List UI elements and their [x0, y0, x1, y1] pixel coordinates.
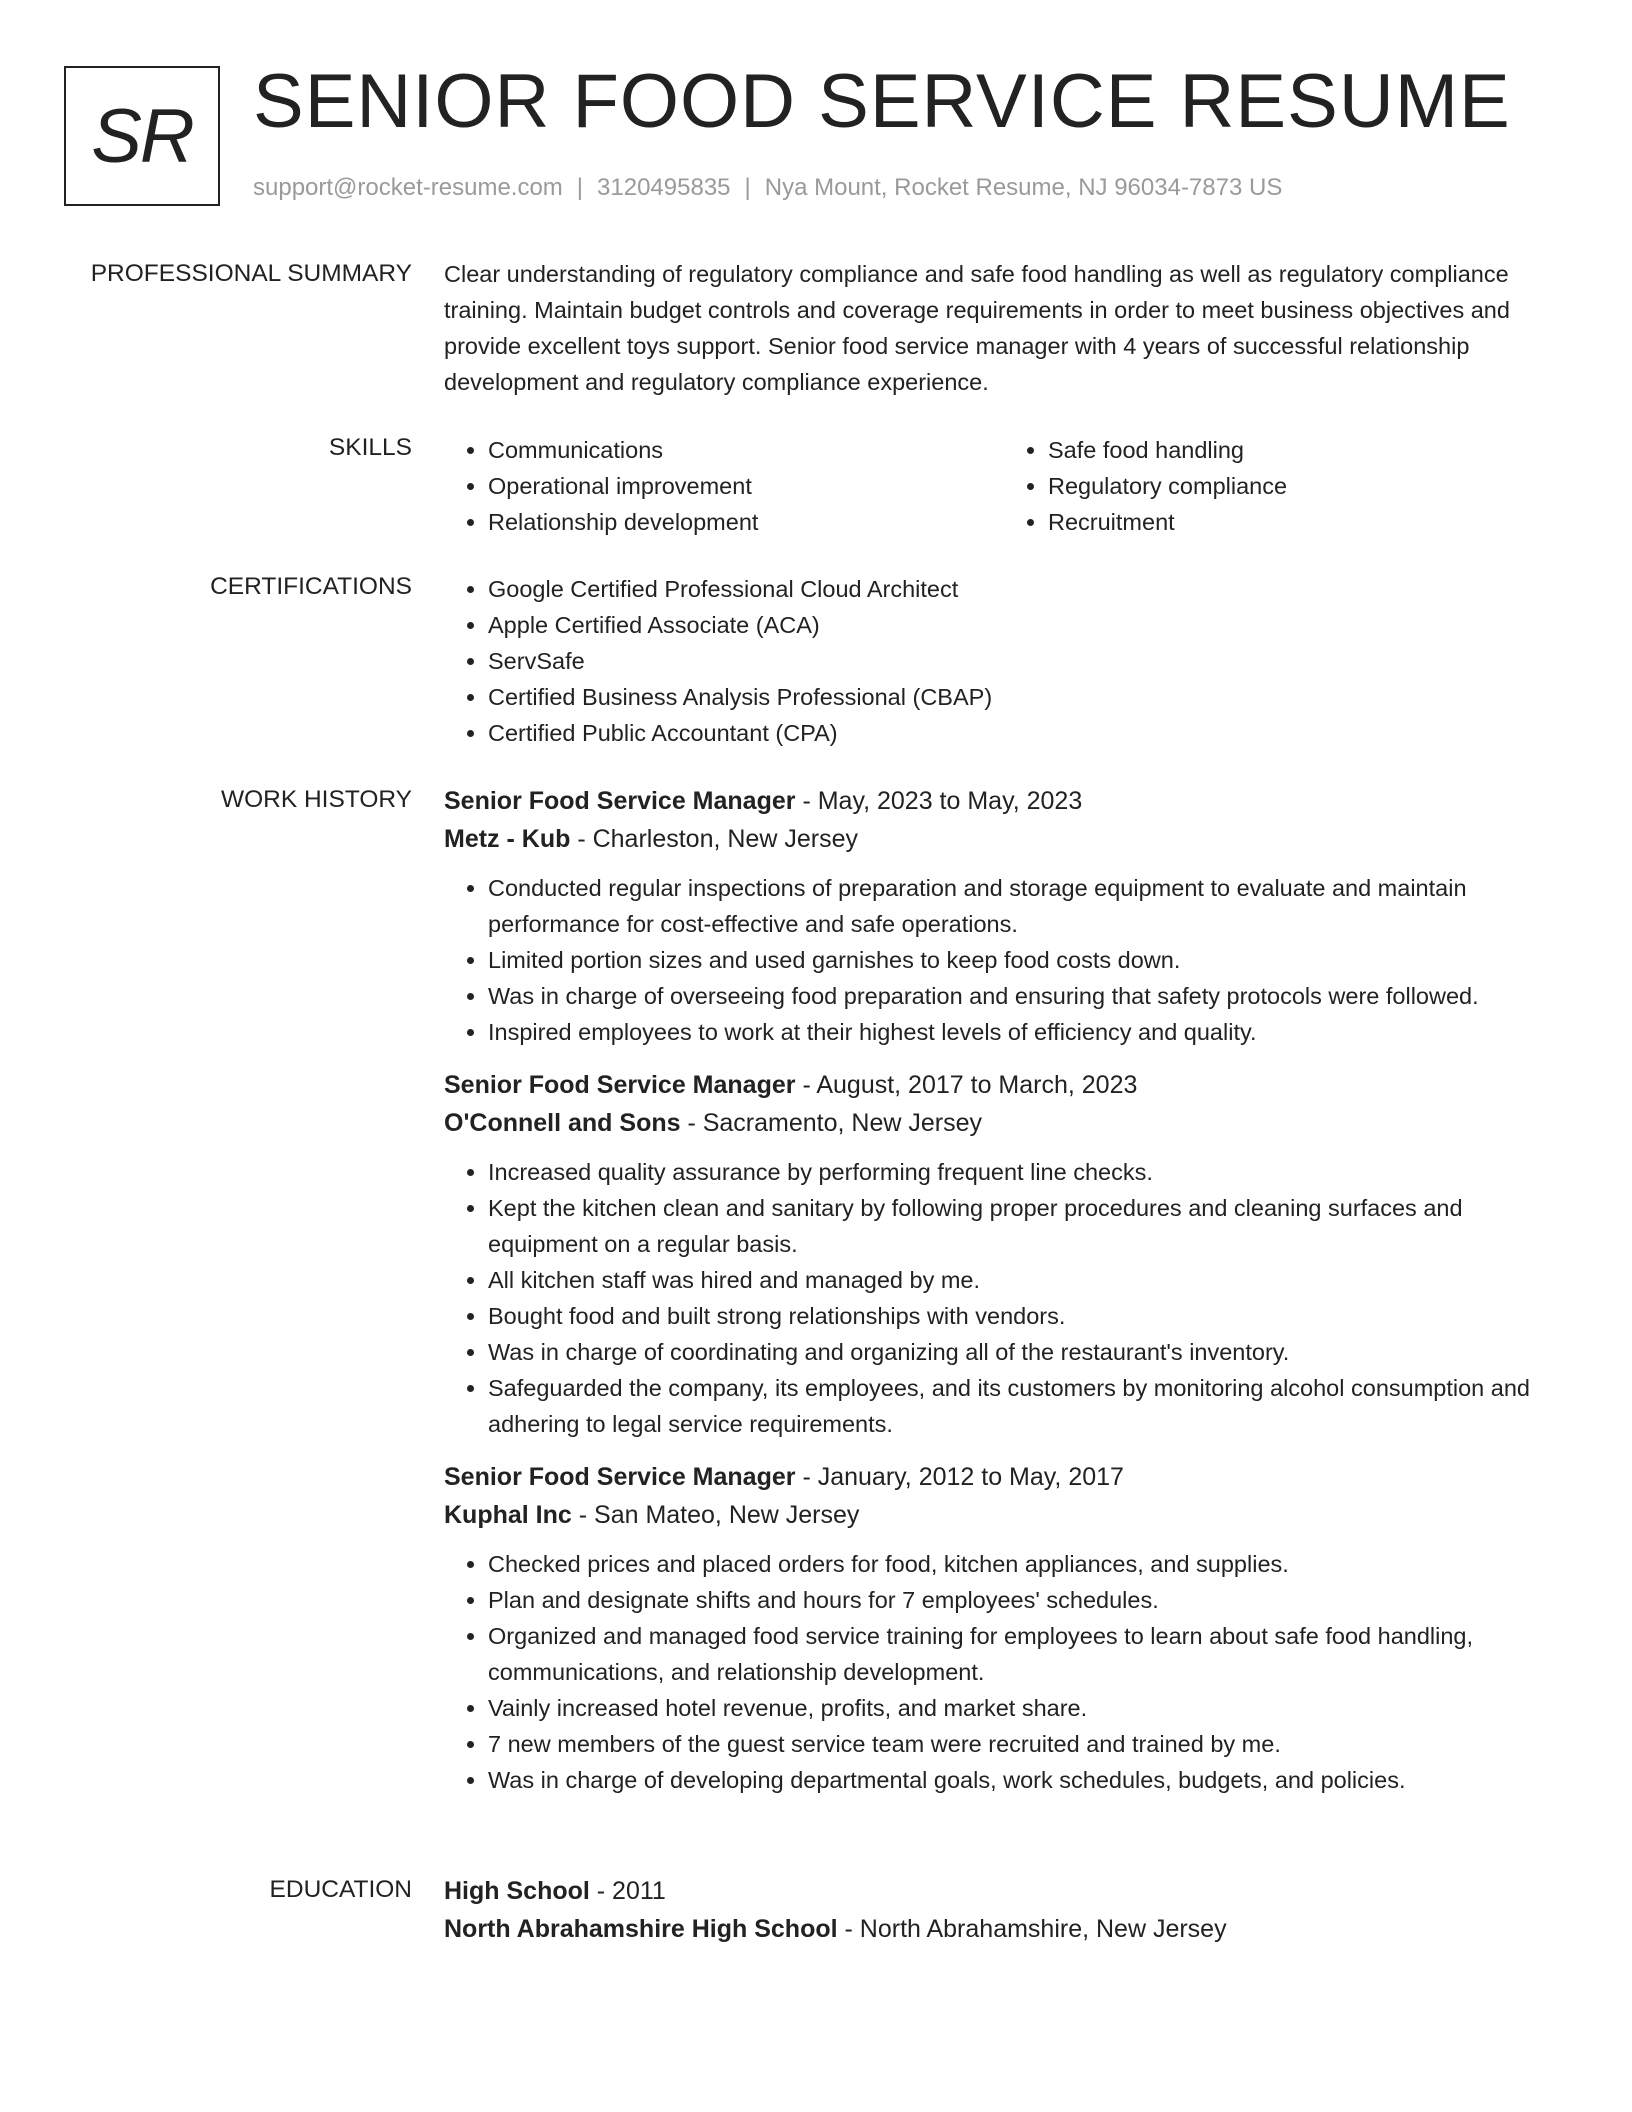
contact-phone: 3120495835: [597, 174, 731, 201]
job-bullet: • Conducted regular inspections of preparation and storage equipment to evaluate and maintain performance for cost-effective and safe operations.: [488, 870, 1564, 942]
certification-item: • Certified Business Analysis Professional (CBAP): [488, 679, 1564, 715]
job-entry: [444, 782, 1564, 1050]
job-bullet: • All kitchen staff was hired and managed by me.: [488, 1262, 1564, 1298]
skill-item: • Recruitment: [1048, 504, 1564, 540]
job-location: - Charleston, New Jersey: [570, 825, 858, 853]
job-bullet: • Limited portion sizes and used garnishes to keep food costs down.: [488, 942, 1564, 978]
job-bullets: [444, 1546, 1564, 1798]
job-location: - San Mateo, New Jersey: [571, 1501, 860, 1529]
job-bullet: • Kept the kitchen clean and sanitary by following proper procedures and cleaning surfaces and equipment on a regular basis.: [488, 1190, 1564, 1262]
education-year: - 2011: [589, 1877, 666, 1905]
section-label-summary: PROFESSIONAL SUMMARY: [90, 260, 412, 287]
job-title: Senior Food Service Manager: [444, 1463, 796, 1491]
job-title-line: [444, 782, 1564, 820]
job-bullet: • Plan and designate shifts and hours for 7 employees' schedules.: [488, 1582, 1564, 1618]
job-dates: - January, 2012 to May, 2017: [795, 1463, 1124, 1491]
job-bullet: • Increased quality assurance by performing frequent line checks.: [488, 1154, 1564, 1190]
monogram-box: [64, 66, 220, 206]
skill-item: • Communications: [488, 432, 1004, 468]
job-bullet: • Safeguarded the company, its employees, and its customers by monitoring alcohol consumption and adhering to legal service requirements.: [488, 1370, 1564, 1442]
job-dates: - May, 2023 to May, 2023: [795, 787, 1083, 815]
section-label-certifications: CERTIFICATIONS: [210, 573, 412, 600]
certification-item: • Apple Certified Associate (ACA): [488, 607, 1564, 643]
job-company: O'Connell and Sons: [444, 1109, 681, 1137]
job-company-line: [444, 820, 1564, 858]
education-degree-line: [444, 1872, 1564, 1910]
skills-column-2: [1004, 432, 1564, 540]
job-bullet: • Was in charge of coordinating and organizing all of the restaurant's inventory.: [488, 1334, 1564, 1370]
summary-text: Clear understanding of regulatory compliance and safe food handling as well as regulatory compliance training. Maintain budget controls and coverage requirements in order to meet business objectives and provide excellent toys support. Senior food service manager with 4 years of successful relationship development and regulatory compliance experience.: [444, 261, 1510, 395]
skill-item: • Safe food handling: [1048, 432, 1564, 468]
skill-item: • Regulatory compliance: [1048, 468, 1564, 504]
contact-email: support@rocket-resume.com: [253, 174, 563, 201]
job-company: Metz - Kub: [444, 825, 571, 853]
job-company: Kuphal Inc: [444, 1501, 572, 1529]
section-label-skills: SKILLS: [328, 434, 412, 461]
job-bullet: • Bought food and built strong relationships with vendors.: [488, 1298, 1564, 1334]
job-company-line: [444, 1496, 1564, 1534]
section-label-education: EDUCATION: [269, 1876, 412, 1903]
monogram-initials: SR: [91, 93, 193, 179]
job-bullet: • Was in charge of developing departmental goals, work schedules, budgets, and policies.: [488, 1762, 1564, 1798]
job-location: - Sacramento, New Jersey: [680, 1109, 983, 1137]
contact-line: [253, 174, 1282, 202]
job-entry: [444, 1066, 1564, 1442]
certification-item: • ServSafe: [488, 643, 1564, 679]
contact-separator: |: [744, 174, 751, 201]
skills-body: [444, 432, 1564, 540]
job-bullet: • Organized and managed food service training for employees to learn about safe food handling, communications, and relationship development.: [488, 1618, 1564, 1690]
contact-separator: |: [576, 174, 584, 201]
education-location: - North Abrahamshire, New Jersey: [837, 1915, 1227, 1943]
summary-body: [444, 256, 1564, 400]
job-bullet: • Was in charge of overseeing food preparation and ensuring that safety protocols were followed.: [488, 978, 1564, 1014]
job-bullet: • Checked prices and placed orders for food, kitchen appliances, and supplies.: [488, 1546, 1564, 1582]
job-dates: - August, 2017 to March, 2023: [795, 1071, 1138, 1099]
contact-address: Nya Mount, Rocket Resume, NJ 96034-7873 US: [764, 174, 1283, 201]
education-body: [444, 1872, 1564, 1948]
job-title-line: [444, 1066, 1564, 1104]
resume-title: SENIOR FOOD SERVICE RESUME: [253, 59, 1511, 144]
certification-item: • Certified Public Accountant (CPA): [488, 715, 1564, 751]
job-bullet: • 7 new members of the guest service team were recruited and trained by me.: [488, 1726, 1564, 1762]
job-bullet: • Vainly increased hotel revenue, profits, and market share.: [488, 1690, 1564, 1726]
skill-item: • Operational improvement: [488, 468, 1004, 504]
job-bullets: [444, 870, 1564, 1050]
job-bullet: • Inspired employees to work at their highest levels of efficiency and quality.: [488, 1014, 1564, 1050]
section-label-work-history: WORK HISTORY: [220, 786, 412, 813]
job-title: Senior Food Service Manager: [444, 1071, 796, 1099]
certifications-body: [444, 571, 1564, 751]
job-company-line: [444, 1104, 1564, 1142]
education-degree: High School: [444, 1877, 590, 1905]
education-school-line: [444, 1910, 1564, 1948]
education-school: North Abrahamshire High School: [444, 1915, 838, 1943]
job-title-line: [444, 1458, 1564, 1496]
skills-column-1: [444, 432, 1004, 540]
job-entry: [444, 1458, 1564, 1798]
certification-item: • Google Certified Professional Cloud Architect: [488, 571, 1564, 607]
job-bullets: [444, 1154, 1564, 1442]
work-history-body: [444, 782, 1564, 1798]
certifications-list: [444, 571, 1564, 751]
skill-item: • Relationship development: [488, 504, 1004, 540]
job-title: Senior Food Service Manager: [444, 787, 796, 815]
